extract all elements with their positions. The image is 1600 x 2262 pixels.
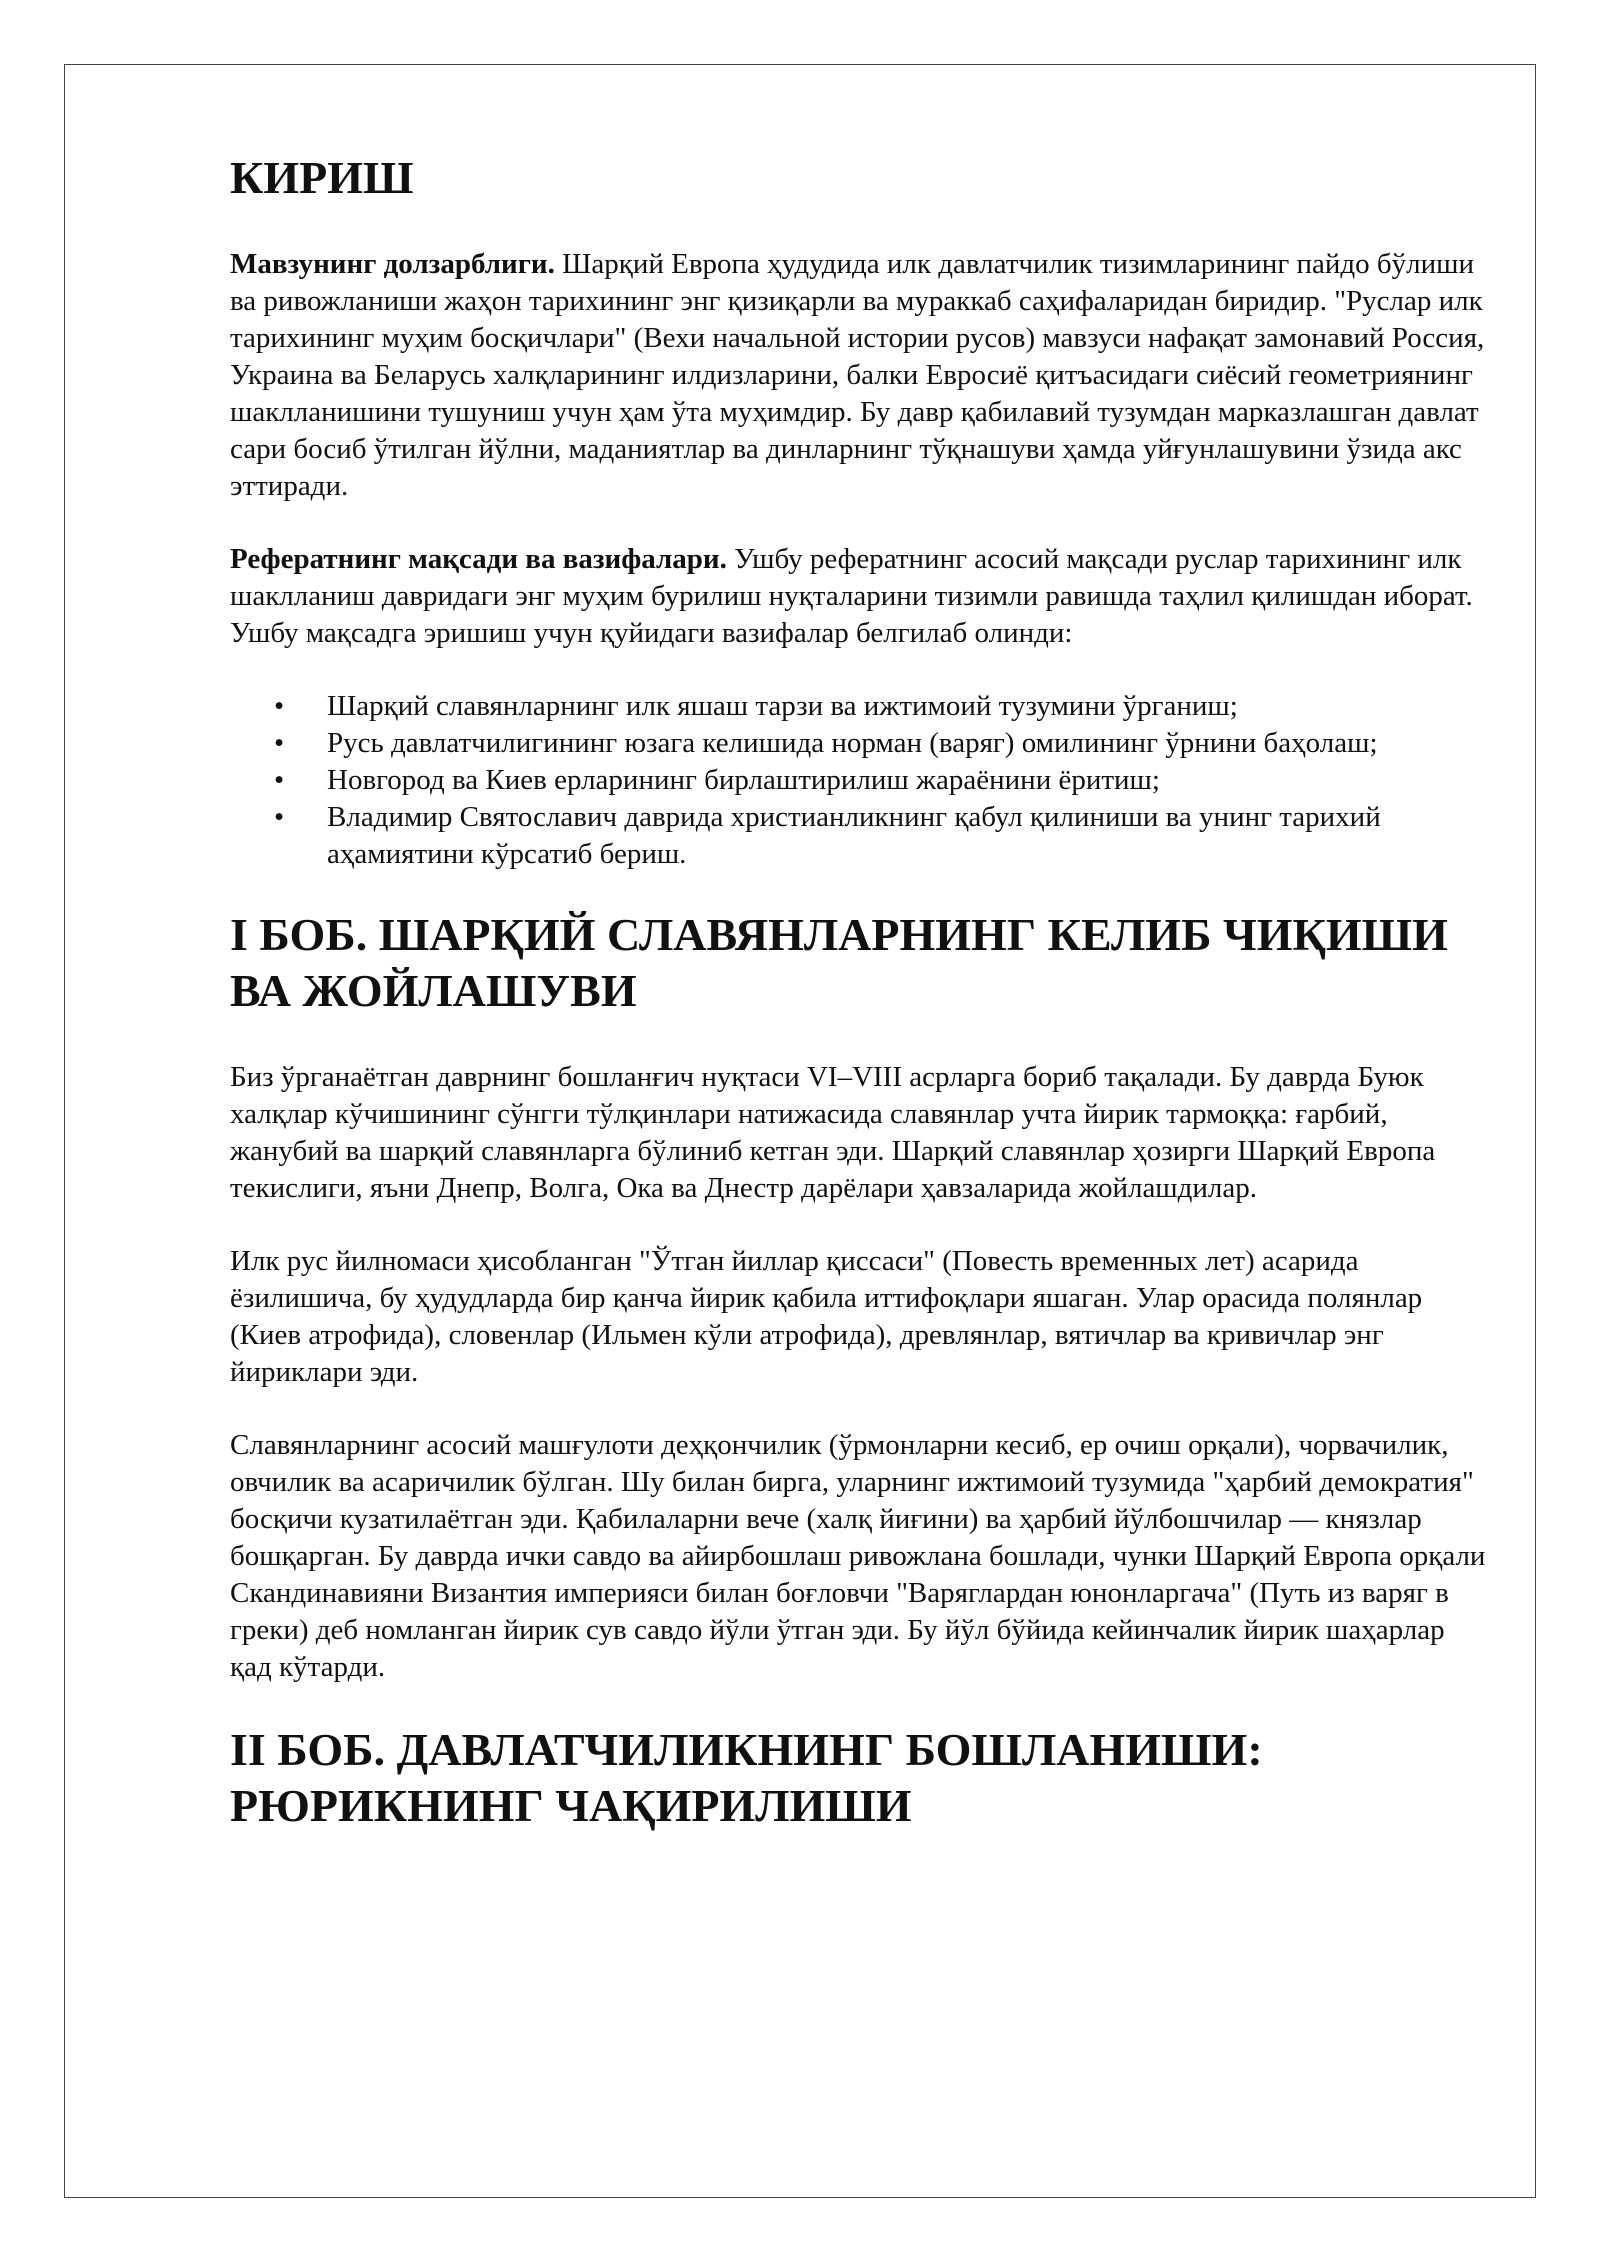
chapter1-paragraph: Илк рус йилномаси ҳисобланган "Ўтган йиллар қиссаси" (Повесть временных лет) асарида ёзилишича, бу ҳудудларда бир қанча йирик қабила иттифоқлари яшаган. Улар орасида полянлар (Киев атрофида), словенлар (Ильмен кўли атрофида), древлянлар, вятичлар ва кривичлар энг йириклари эди. [230,1245,1423,1388]
goals-paragraph [230,541,1492,652]
chapter1-heading: I БОБ. ШАРҚИЙ СЛАВЯНЛАРНИНГ КЕЛИБ ЧИҚИШИ ВА ЖОЙЛАШУВИ [230,909,1448,1016]
goals-text: Ушбу рефератнинг асосий мақсади руслар тарихининг илк шаклланиш давридаги энг муҳим бурилиш нуқталарини тизимли равишда таҳлил қилишдан иборат. Ушбу мақсадга эришиш учун қуйидаги вазифалар белгилаб олинди: [230,543,1473,649]
relevance-lead: Мавзунинг долзарблиги. [230,248,555,280]
list-item-text: Шарқий славянларнинг илк яшаш тарзи ва ижтимоий тузумини ўрганиш; [327,690,1238,722]
bullet-icon: • [274,764,285,796]
list-item [230,762,1492,799]
list-item-text: Владимир Святославич даврида христианликнинг қабул қилиниши ва унинг тарихий аҳамиятини кўрсатиб бериш. [327,801,1381,870]
list-item [230,725,1492,762]
list-item [230,799,1492,873]
list-item [230,688,1492,725]
bullet-icon: • [274,727,285,759]
list-item-text: Новгород ва Киев ерларининг бирлаштирилиш жараёнини ёритиш; [327,764,1160,796]
tasks-list [230,688,1492,873]
list-item-text: Русь давлатчилигининг юзага келишида норман (варяг) омилининг ўрнини баҳолаш; [327,727,1378,759]
relevance-paragraph [230,246,1492,505]
document-body [230,150,1492,1874]
bullet-icon: • [274,690,285,722]
chapter1-paragraph: Биз ўрганаётган даврнинг бошланғич нуқтаси VI–VIII асрларга бориб тақалади. Бу даврда Буюк халқлар кўчишининг сўнгги тўлқинлари натижасида славянлар учта йирик тармоққа: ғарбий, жанубий ва шарқий славянларга бўлиниб кетган эди. Шарқий славянлар ҳозирги Шарқий Европа текислиги, яъни Днепр, Волга, Ока ва Днестр дарёлари ҳавзаларида жойлашдилар. [230,1061,1436,1204]
relevance-text: Шарқий Европа ҳудудида илк давлатчилик тизимларининг пайдо бўлиши ва ривожланиши жаҳон тарихининг энг қизиқарли ва мураккаб саҳифаларидан биридир. "Руслар илк тарихининг муҳим босқичлари" (Вехи начальной истории русов) мавзуси нафақат замонавий Россия, Украина ва Беларусь халқларининг илдизларини, балки Евросиё қитъасидаги сиёсий геометриянинг шаклланишини тушуниш учун ҳам ўта муҳимдир. Бу давр қабилавий тузумдан марказлашган давлат сари босиб ўтилган йўлни, маданиятлар ва динларнинг тўқнашуви ҳамда уйғунлашувини ўзида акс эттиради. [230,248,1485,502]
bullet-icon: • [274,801,285,833]
chapter2-heading: II БОБ. ДАВЛАТЧИЛИКНИНГ БОШЛАНИШИ: РЮРИКНИНГ ЧАҚИРИЛИШИ [230,1724,1263,1831]
goals-lead: Рефератнинг мақсади ва вазифалари. [230,543,727,575]
intro-heading: КИРИШ [230,152,414,203]
chapter1-paragraph: Славянларнинг асосий машғулоти деҳқончилик (ўрмонларни кесиб, ер очиш орқали), чорвачилик, овчилик ва асаричилик бўлган. Шу билан бирга, уларнинг ижтимоий тузумида "ҳарбий демократия" босқичи кузатилаётган эди. Қабилаларни вече (халқ йиғини) ва ҳарбий йўлбошчилар — князлар бошқарган. Бу даврда ички савдо ва айирбошлаш ривожлана бошлади, чунки Шарқий Европа орқали Скандинавияни Византия империяси билан боғловчи "Варяглардан юнонларгача" (Путь из варяг в греки) деб номланган йирик сув савдо йўли ўтган эди. Бу йўл бўйида кейинчалик йирик шаҳарлар қад кўтарди. [230,1429,1486,1683]
